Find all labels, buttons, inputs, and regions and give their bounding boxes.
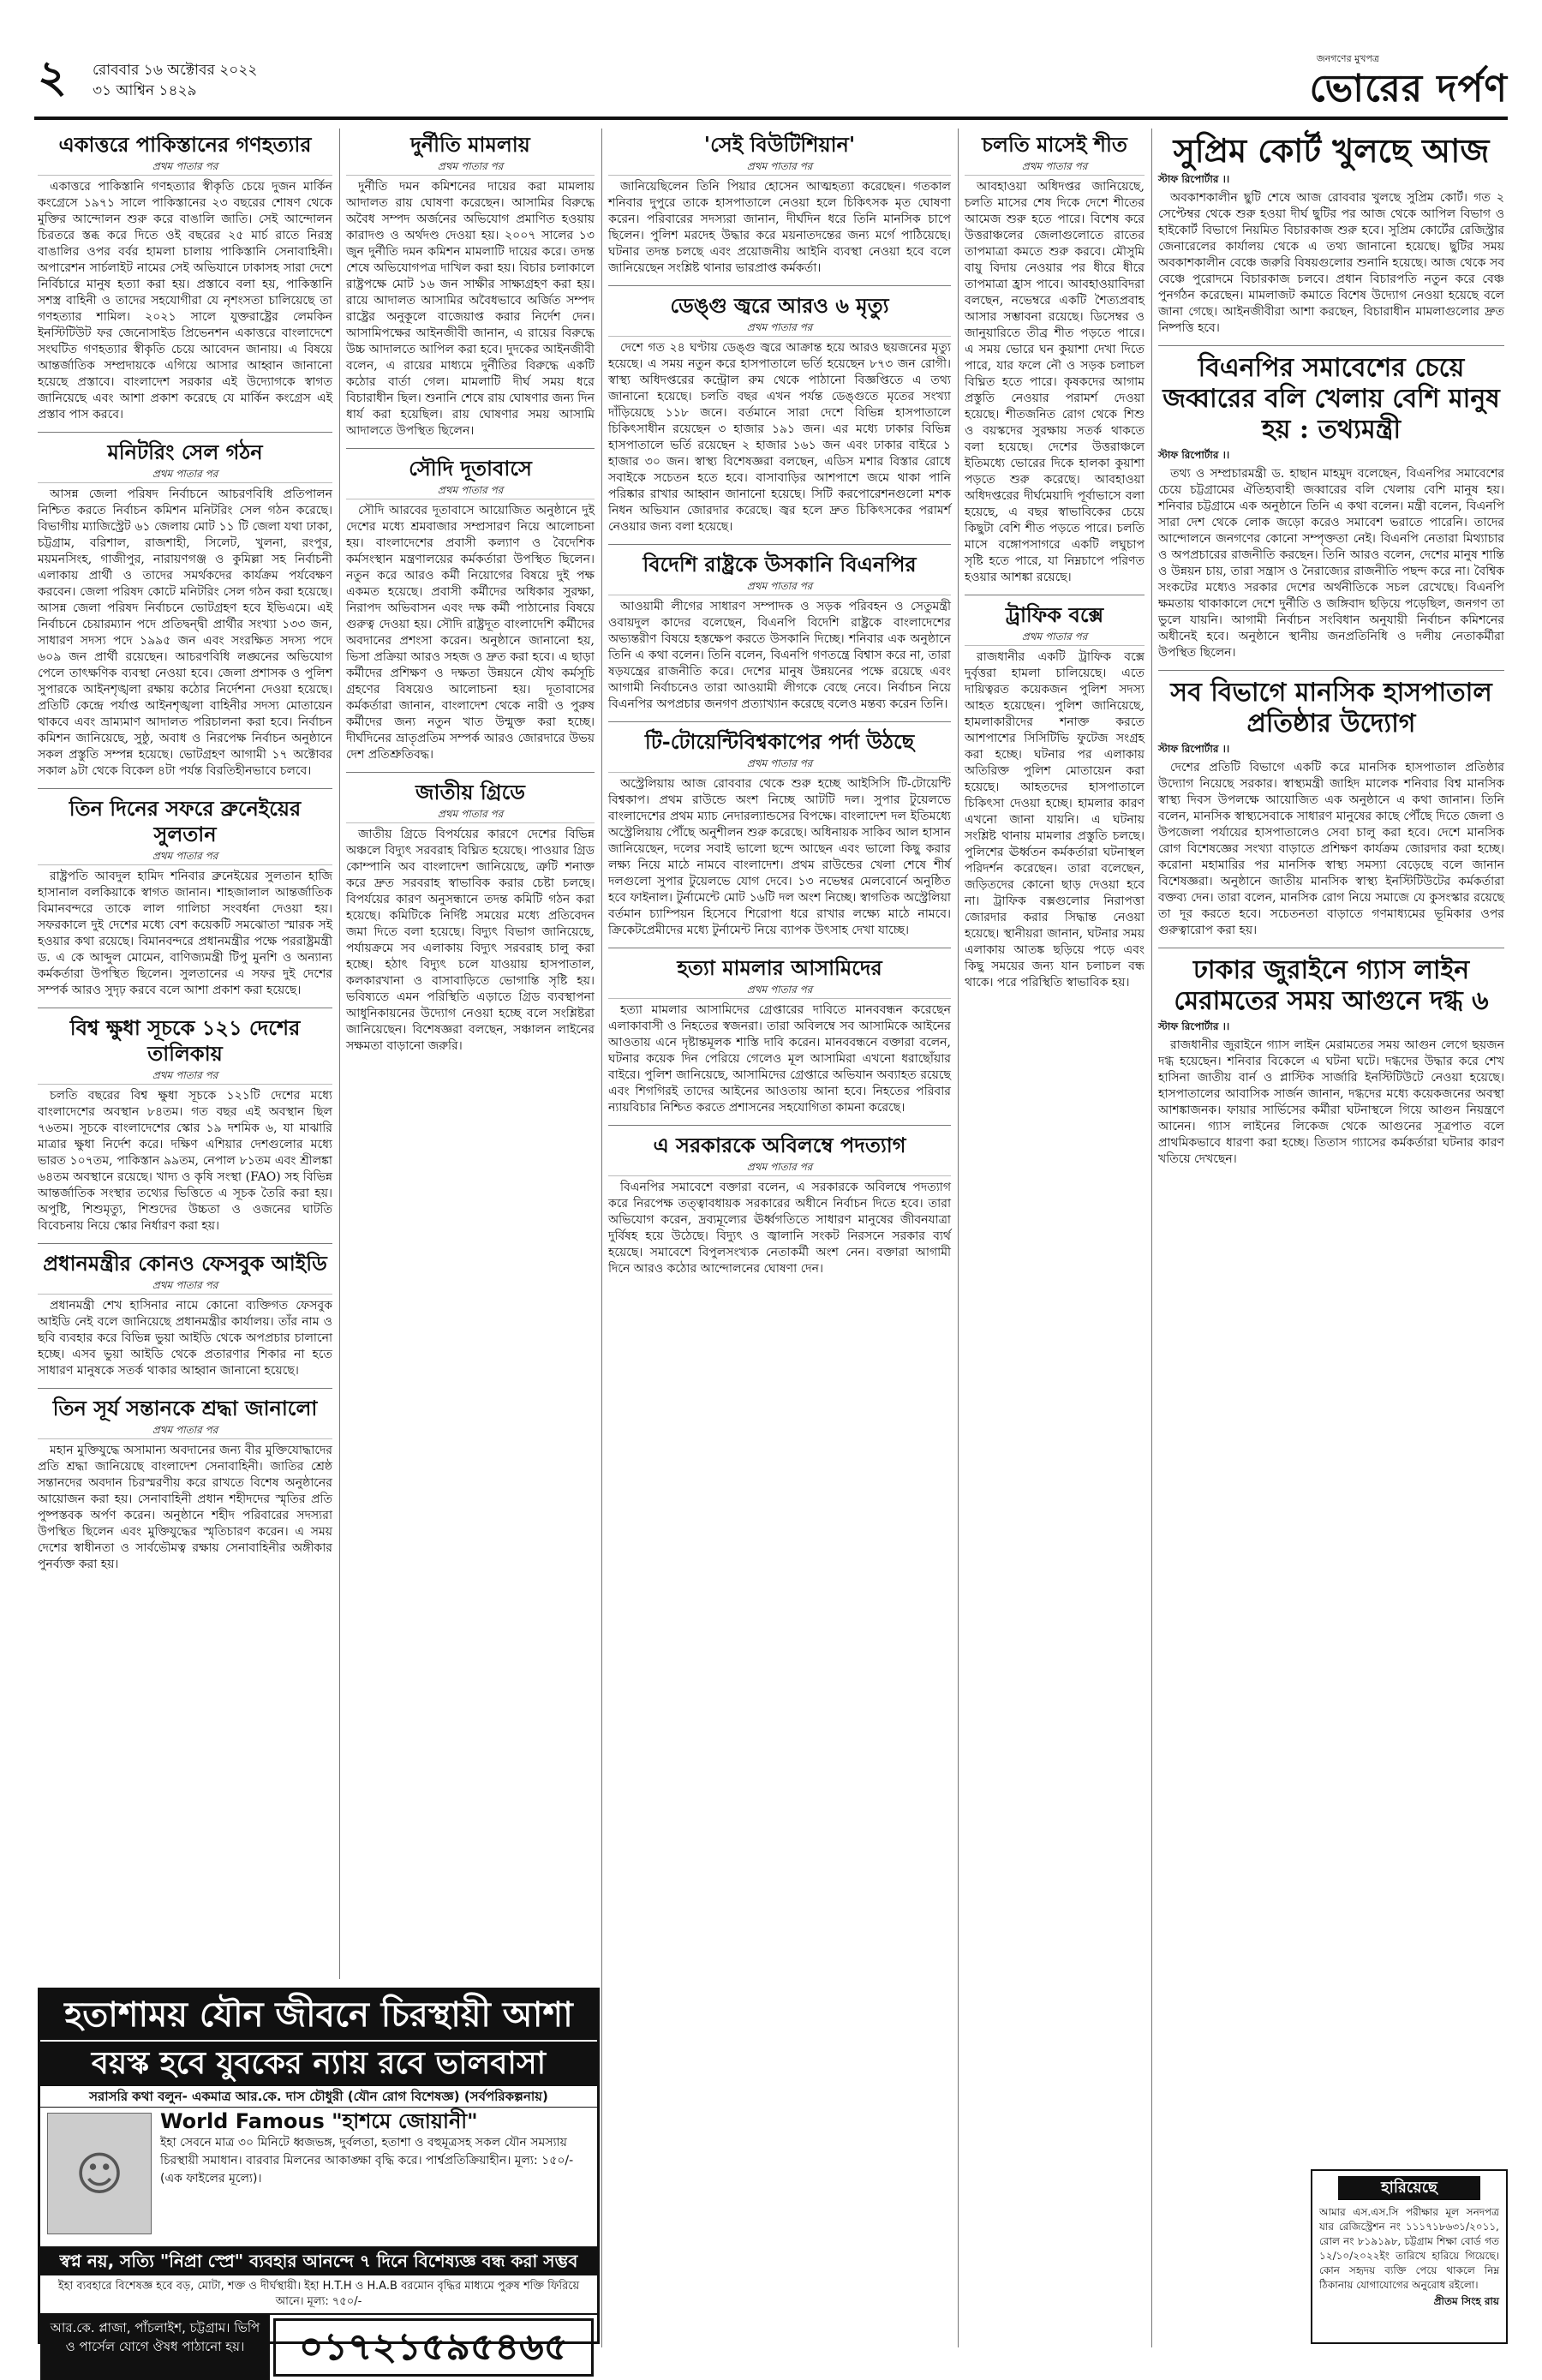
article-headline: বিএনপির সমাবেশের চেয়ে জব্বারের বলি খেলায় বেশি মানুষ হয় : তথ্যমন্ত্রী [1162,353,1500,445]
article [608,293,951,535]
article-continuation-label: প্রথম পাতার পর [346,807,595,823]
article-continuation-label: প্রথম পাতার পর [608,983,951,999]
article [608,1133,951,1277]
article-separator [346,448,595,449]
ad-headline-2: বয়স্ক হবে যুবকের ন্যায় রবে ভালবাসা [40,2040,597,2086]
date-gregorian: রোববার ১৬ অক্টোবর ২০২২ [93,62,258,79]
page-number: ২ [38,51,67,103]
article-continuation-label: প্রথম পাতার পর [608,579,951,595]
article-body: দেশের প্রতিটি বিভাগে একটি করে মানসিক হাসপাতাল প্রতিষ্ঠার উদ্যোগ নিয়েছে সরকার। স্বাস্থ্যমন্ত্রী জাহিদ মালেক শনিবার বিশ্ব মানসিক স্বাস্থ্য দিবস উপলক্ষে আয়োজিত এক অনুষ্ঠানে এ কথা জানান। তিনি বলেন, মানসিক স্বাস্থ্যসেবাকে সাধারণ মানুষের কাছে পৌঁছে দিতে জেলা ও উপজেলা পর্যায়ের হাসপাতালেও সেবা চালু করা হবে। দেশে মানসিক রোগ বিশেষজ্ঞের সংখ্যা বাড়াতে প্রশিক্ষণ কার্যক্রম জোরদার করা হচ্ছে। করোনা মহামারির পর মানসিক স্বাস্থ্য সমস্যা বেড়েছে বলে জানান বিশেষজ্ঞরা। অনুষ্ঠানে জাতীয় মানসিক স্বাস্থ্য ইনস্টিটিউটের কর্মকর্তারা বক্তব্য দেন। তারা বলেন, মানসিক রোগ নিয়ে সমাজে যে কুসংস্কার রয়েছে তা দূর করতে হবে। সচেতনতা বাড়াতে গণমাধ্যমের ভূমিকার ওপর গুরুত্বারোপ করা হয়। [1158,761,1504,937]
article-body: রাজধানীর একটি ট্রাফিক বক্সে দুর্বৃত্তরা হামলা চালিয়েছে। এতে দায়িত্বরত কয়েকজন পুলিশ সদস্য আহত হয়েছেন। পুলিশ জানিয়েছে, হামলাকারীদের শনাক্ত করতে আশপাশের সিসিটিভি ফুটেজ সংগ্রহ করা হচ্ছে। ঘটনার পর এলাকায় অতিরিক্ত পুলিশ মোতায়েন করা হয়েছে। আহতদের হাসপাতালে চিকিৎসা দেওয়া হচ্ছে। হামলার কারণ এখনো জানা যায়নি। এ ঘটনায় সংশ্লিষ্ট থানায় মামলার প্রস্তুতি চলছে। পুলিশের ঊর্ধ্বতন কর্মকর্তারা ঘটনাস্থল পরিদর্শন করেছেন। তারা বলেছেন, জড়িতদের কোনো ছাড় দেওয়া হবে না। ট্রাফিক বক্সগুলোর নিরাপত্তা জোরদার করার সিদ্ধান্ত নেওয়া হয়েছে। স্থানীয়রা জানান, ঘটনার সময় এলাকায় আতঙ্ক ছড়িয়ে পড়ে এবং কিছু সময়ের জন্য যান চলাচল বন্ধ থাকে। পরে পরিস্থিতি স্বাভাবিক হয়। [965,650,1145,990]
article-byline: স্টাফ রিপোর্টার ।। [1158,743,1230,755]
article-headline: জাতীয় গ্রিডে [415,780,525,804]
article-headline: ট্রাফিক বক্সে [1005,602,1104,627]
article-body: সৌদি আরবের দূতাবাসে আয়োজিত অনুষ্ঠানে দুই দেশের মধ্যে শ্রমবাজার সম্প্রসারণ নিয়ে আলোচনা হয়। বাংলাদেশের প্রবাসী কল্যাণ ও বৈদেশিক কর্মসংস্থান মন্ত্রণালয়ের কর্মকর্তারা উপস্থিত ছিলেন। নতুন করে আরও কর্মী নিয়োগের বিষয়ে দুই পক্ষ একমত হয়েছে। প্রবাসী কর্মীদের অধিকার সুরক্ষা, নিরাপদ অভিবাসন এবং দক্ষ কর্মী পাঠানোর বিষয়ে গুরুত্ব দেওয়া হয়। সৌদি রাষ্ট্রদূত বাংলাদেশি কর্মীদের অবদানের প্রশংসা করেন। অনুষ্ঠানে জানানো হয়, ভিসা প্রক্রিয়া আরও সহজ ও দ্রুত করা হবে। এ ছাড়া কর্মীদের প্রশিক্ষণ ও দক্ষতা উন্নয়নে যৌথ কর্মসূচি গ্রহণের বিষয়েও আলোচনা হয়। দূতাবাসের কর্মকর্তারা জানান, বাংলাদেশ থেকে নারী ও পুরুষ কর্মীদের জন্য নতুন খাত উন্মুক্ত করা হচ্ছে। দীর্ঘদিনের ভ্রাতৃপ্রতিম সম্পর্ক আরও জোরদারে উভয় দেশ প্রতিশ্রুতিবদ্ধ। [346,504,595,762]
article-separator [608,544,951,545]
article-continuation-label: প্রথম পাতার পর [608,756,951,773]
article-separator [608,1125,951,1126]
article [38,1396,332,1573]
article-body: আওয়ামী লীগের সাধারণ সম্পাদক ও সড়ক পরিবহন ও সেতুমন্ত্রী ওবায়দুল কাদের বলেছেন, বিএনপি বিদেশি রাষ্ট্রকে বাংলাদেশের অভ্যন্তরীণ বিষয়ে হস্তক্ষেপ করতে উসকানি দিচ্ছে। শনিবার এক অনুষ্ঠানে তিনি এ কথা বলেন। তিনি বলেন, বিএনপি গণতন্ত্রে বিশ্বাস করে না, তারা ষড়যন্ত্রের রাজনীতি করে। দেশের মানুষ উন্নয়নের পক্ষে রয়েছে এবং আগামী নির্বাচনেও তারা আওয়ামী লীগকে বেছে নেবে। নির্বাচন নিয়ে বিএনপির অপপ্রচার জনগণ প্রত্যাখ্যান করেছে বলেও মন্তব্য করেন তিনি। [608,600,951,711]
article-continuation-label: প্রথম পাতার পর [965,630,1145,646]
article-body: অবকাশকালীন ছুটি শেষে আজ রোববার খুলছে সুপ্রিম কোর্ট। গত ২ সেপ্টেম্বর থেকে শুরু হওয়া দীর্ঘ ছুটির পর আজ থেকে আপিল বিভাগ ও হাইকোর্ট বিভাগে নিয়মিত বিচারকাজ শুরু হবে। সুপ্রিম কোর্টের রেজিস্ট্রার জেনারেলের কার্যালয় থেকে এ তথ্য জানানো হয়েছে। ছুটির সময় অবকাশকালীন বেঞ্চে জরুরি বিষয়গুলোর শুনানি হয়েছে। আজ থেকে সব বেঞ্চে পুরোদমে বিচারকাজ চলবে। প্রধান বিচারপতি নতুন করে বেঞ্চ পুনর্গঠন করেছেন। মামলাজট কমাতে বিশেষ উদ্যোগ নেওয়া হয়েছে বলে জানা গেছে। আইনজীবীরা আশা করছেন, বিচারাধীন মামলাগুলোর দ্রুত নিষ্পত্তি হবে। [1158,191,1504,335]
article-body: রাষ্ট্রপতি আবদুল হামিদ শনিবার ব্রুনেইয়ের সুলতান হাজি হাসানাল বলকিয়াকে স্বাগত জানান। শাহজালাল আন্তর্জাতিক বিমানবন্দরে তাকে লাল গালিচা সংবর্ধনা দেওয়া হয়। সফরকালে দুই দেশের মধ্যে বেশ কয়েকটি সমঝোতা স্মারক সই হওয়ার কথা রয়েছে। বিমানবন্দরে প্রধানমন্ত্রীর পক্ষে পররাষ্ট্রমন্ত্রী ড. এ কে আব্দুল মোমেন, বাণিজ্যমন্ত্রী টিপু মুনশি ও অন্যান্য কর্মকর্তারা উপস্থিত ছিলেন। সুলতানের এ সফর দুই দেশের সম্পর্ক আরও সুদৃঢ় করবে বলে আশা প্রকাশ করা হয়েছে। [38,870,332,997]
article-body: হত্যা মামলার আসামিদের গ্রেপ্তারের দাবিতে মানববন্ধন করেছেন এলাকাবাসী ও নিহতের স্বজনরা। তারা অবিলম্বে সব আসামিকে আইনের আওতায় এনে দৃষ্টান্তমূলক শাস্তি দাবি করেন। মানববন্ধনে বক্তারা বলেন, ঘটনার কয়েক দিন পেরিয়ে গেলেও মূল আসামিরা এখনো ধরাছোঁয়ার বাইরে। পুলিশ জানিয়েছে, আসামিদের গ্রেপ্তারে অভিযান অব্যাহত রয়েছে এবং শিগগিরই তাদের আইনের আওতায় আনা হবে। নিহতের পরিবার ন্যায়বিচার নিশ্চিত করতে প্রশাসনের সহযোগিতা কামনা করেছে। [608,1003,951,1115]
article [608,955,951,1116]
article-separator [1158,345,1504,346]
article-body: দেশে গত ২৪ ঘণ্টায় ডেঙ্গু জ্বরে আক্রান্ত হয়ে আরও ছয়জনের মৃত্যু হয়েছে। এ সময় নতুন করে হাসপাতালে ভর্তি হয়েছেন ৮৭৩ জন রোগী। স্বাস্থ্য অধিদপ্তরের কন্ট্রোল রুম থেকে পাঠানো বিজ্ঞপ্তিতে এ তথ্য জানানো হয়েছে। চলতি বছর এখন পর্যন্ত ডেঙ্গুতে মৃতের সংখ্যা দাঁড়িয়েছে ১১৮ জনে। বর্তমানে সারা দেশে বিভিন্ন হাসপাতালে চিকিৎসাধীন রয়েছেন ৩ হাজার ১৯১ জন। এর মধ্যে ঢাকার বিভিন্ন হাসপাতালে ভর্তি রয়েছেন ২ হাজার ১৬১ জন এবং ঢাকার বাইরে ১ হাজার ৩০ জন। স্বাস্থ্য বিশেষজ্ঞরা বলছেন, এডিস মশার বিস্তার রোধে সবাইকে সচেতন হতে হবে। বাসাবাড়ির আশপাশে জমে থাকা পানি পরিষ্কার রাখার আহ্বান জানানো হয়েছে। সিটি করপোরেশনগুলো মশক নিধন অভিযান জোরদার করেছে। জ্বর হলে দ্রুত চিকিৎসকের পরামর্শ নেওয়ার জন্য বলা হয়েছে। [608,341,951,534]
column-divider [958,129,959,2347]
ad-subheading: সরাসরি কথা বলুন- একমাত্র আর.কে. দাস চৌধুরী (যৌন রোগ বিশেষজ্ঞ) (সর্বপরিকল্পনায়) [40,2086,597,2108]
article-body: দুর্নীতি দমন কমিশনের দায়ের করা মামলায় আদালত রায় ঘোষণা করেছেন। আসামির বিরুদ্ধে অবৈধ সম্পদ অর্জনের অভিযোগ প্রমাণিত হওয়ায় কারাদণ্ড ও অর্থদণ্ড দেওয়া হয়। ২০০৭ সালের ১৩ জুন দুর্নীতি দমন কমিশন মামলাটি দায়ের করে। তদন্ত শেষে অভিযোগপত্র দাখিল করা হয়। বিচার চলাকালে রাষ্ট্রপক্ষে মোট ১৬ জন সাক্ষীর সাক্ষ্যগ্রহণ করা হয়। রায়ে আদালত আসামির অবৈধভাবে অর্জিত সম্পদ রাষ্ট্রের অনুকূলে বাজেয়াপ্ত করার নির্দেশ দেন। আসামিপক্ষের আইনজীবী জানান, এ রায়ের বিরুদ্ধে উচ্চ আদালতে আপিল করা হবে। দুদকের আইনজীবী বলেন, এ রায়ের মাধ্যমে দুর্নীতির বিরুদ্ধে একটি কঠোর বার্তা গেল। মামলাটি দীর্ঘ সময় ধরে বিচারাধীন ছিল। শুনানি শেষে রায় ঘোষণার জন্য দিন ধার্য করা হয়েছিল। রায় ঘোষণার সময় আসামি আদালতে উপস্থিত ছিলেন। [346,180,595,438]
article-body: বিএনপির সমাবেশে বক্তারা বলেন, এ সরকারকে অবিলম্বে পদত্যাগ করে নিরপেক্ষ তত্ত্বাবধায়ক সরকারের অধীনে নির্বাচন দিতে হবে। তারা অভিযোগ করেন, দ্রব্যমূল্যের ঊর্ধ্বগতিতে সাধারণ মানুষের জীবনযাত্রা দুর্বিষহ হয়ে উঠেছে। বিদ্যুৎ ও জ্বালানি সংকট নিরসনে সরকার ব্যর্থ হয়েছে। সমাবেশে বিপুলসংখ্যক নেতাকর্মী অংশ নেন। বক্তারা আগামী দিনে আরও কঠোর আন্দোলনের ঘোষণা দেন। [608,1181,951,1276]
masthead-logo [1268,51,1508,111]
ad-strip: স্বপ্ন নয়, সত্যি "নিপ্রা স্প্রে" ব্যবহার আনন্দে ৭ দিনে বিশেষ্যজ্ঞ বন্ধ করা সম্ভব [40,2246,597,2275]
column-divider [339,129,340,1979]
article-continuation-label: প্রথম পাতার পর [38,1068,332,1085]
doctor-photo-icon: ☺ [47,2113,152,2234]
article-body: জানিয়েছিলেন তিনি পিয়ার হোসেন আত্মহত্যা করেছেন। গতকাল শনিবার দুপুরে তাকে হাসপাতালে নেওয়া হলে চিকিৎসক মৃত ঘোষণা করেন। পরিবারের সদস্যরা জানান, দীর্ঘদিন ধরে তিনি মানসিক চাপে ছিলেন। পুলিশ মরদেহ উদ্ধার করে ময়নাতদন্তের জন্য মর্গে পাঠিয়েছে। ঘটনার তদন্ত চলছে এবং প্রয়োজনীয় আইনি ব্যবস্থা নেওয়া হবে বলে জানিয়েছেন সংশ্লিষ্ট থানার ভারপ্রাপ্ত কর্মকর্তা। [608,180,951,275]
article-body: আসন্ন জেলা পরিষদ নির্বাচনে আচরণবিধি প্রতিপালন নিশ্চিত করতে নির্বাচন কমিশন মনিটরিং সেল গঠন করেছে। বিভাগীয় ম্যাজিস্ট্রেট ৬১ জেলায় মোট ১১ টি জেলা যথা ঢাকা, চট্টগ্রাম, বরিশাল, রাজশাহী, সিলেট, খুলনা, রংপুর, ময়মনসিংহ, গাজীপুর, নারায়ণগঞ্জ ও কুমিল্লা সহ নির্বাচনী এলাকায় প্রার্থী ও তাদের সমর্থকদের কার্যক্রম পর্যবেক্ষণ করবেন। জেলা পরিষদ কোটে মনিটরিং সেল গঠন করা হয়েছে। আসন্ন জেলা পরিষদ নির্বাচনে ভোটগ্রহণ হবে ইভিএমে। এই নির্বাচনে চেয়ারম্যান পদে প্রতিদ্বন্দ্বী প্রার্থীর সংখ্যা ১৩৩ জন, সাধারণ সদস্য পদে ১৯৯৫ জন এবং সংরক্ষিত সদস্য পদে ৬০৯ জন প্রার্থী রয়েছেন। আচরণবিধি লঙ্ঘনের অভিযোগ পেলে তাৎক্ষণিক ব্যবস্থা নেওয়া হবে। জেলা প্রশাসক ও পুলিশ সুপারকে আইনশৃঙ্খলা রক্ষায় কঠোর নির্দেশনা দেওয়া হয়েছে। প্রতিটি কেন্দ্রে পর্যাপ্ত আইনশৃঙ্খলা বাহিনীর সদস্য মোতায়েন থাকবে এবং ভ্রাম্যমাণ আদালত পরিচালনা করা হবে। নির্বাচন কমিশন জানিয়েছে, সুষ্ঠু, অবাধ ও নিরপেক্ষ নির্বাচন অনুষ্ঠানে সকল প্রস্তুতি সম্পন্ন হয়েছে। ভোটগ্রহণ আগামী ১৭ অক্টোবর সকাল ৯টা থেকে বিকেল ৪টা পর্যন্ত বিরতিহীনভাবে চলবে। [38,487,332,778]
column-4 [965,129,1145,2347]
date-line [93,60,257,101]
header-rule [34,117,1508,120]
lost-notice-name: প্রীতম সিংহ রায় [1433,2295,1499,2307]
article-headline: বিশ্ব ক্ষুধা সূচকে ১২১ দেশের তালিকায় [69,1015,301,1066]
advertisement [38,1988,600,2369]
article-headline: প্রধানমন্ত্রীর কোনও ফেসবুক আইডি [43,1251,327,1276]
date-bengali: ৩১ আশ্বিন ১৪২৯ [93,82,197,99]
article-body: অস্ট্রেলিয়ায় আজ রোববার থেকে শুরু হচ্ছে আইসিসি টি-টোয়েন্টি বিশ্বকাপ। প্রথম রাউন্ডে অংশ নিচ্ছে আটটি দল। সুপার টুয়েলভে বাংলাদেশের প্রথম ম্যাচ নেদারল্যান্ডসের বিপক্ষে। বাংলাদেশ দল ইতিমধ্যে অস্ট্রেলিয়ায় পৌঁছে অনুশীলন শুরু করেছে। অধিনায়ক সাকিব আল হাসান জানিয়েছেন, দলের সবাই ভালো ছন্দে আছেন এবং ভালো কিছু করার লক্ষ্য নিয়ে মাঠে নামবে বাংলাদেশ। প্রথম রাউন্ডের খেলা শেষে শীর্ষ দলগুলো সুপার টুয়েলভে যোগ দেবে। ১৩ নভেম্বর মেলবোর্নে অনুষ্ঠিত হবে ফাইনাল। টুর্নামেন্টে মোট ১৬টি দল অংশ নিচ্ছে। স্বাগতিক অস্ট্রেলিয়া বর্তমান চ্যাম্পিয়ন হিসেবে শিরোপা ধরে রাখার লক্ষ্যে মাঠে নামবে। ক্রিকেটপ্রেমীদের মধ্যে টুর্নামেন্ট নিয়ে ব্যাপক উৎসাহ দেখা যাচ্ছে। [608,777,951,937]
article-body: রাজধানীর জুরাইনে গ্যাস লাইন মেরামতের সময় আগুন লেগে ছয়জন দগ্ধ হয়েছেন। শনিবার বিকেলে এ ঘটনা ঘটে। দগ্ধদের উদ্ধার করে শেখ হাসিনা জাতীয় বার্ন ও প্লাস্টিক সার্জারি ইনস্টিটিউটে নেওয়া হয়েছে। হাসপাতালের আবাসিক সার্জন জানান, দগ্ধদের মধ্যে কয়েকজনের অবস্থা আশঙ্কাজনক। ফায়ার সার্ভিসের কর্মীরা ঘটনাস্থলে গিয়ে আগুন নিয়ন্ত্রণে আনেন। গ্যাস লাইনের লিকেজ থেকে আগুনের সূত্রপাত বলে প্রাথমিকভাবে ধারণা করা হচ্ছে। তিতাস গ্যাসের কর্মকর্তারা ঘটনার কারণ খতিয়ে দেখছেন। [1158,1038,1504,1166]
column-1 [38,129,332,1979]
lost-notice-title: হারিয়েছে [1338,2176,1480,2200]
article-headline: দুর্নীতি মামলায় [410,132,530,157]
article-byline: স্টাফ রিপোর্টার ।। [1158,449,1230,461]
article-headline: মনিটরিং সেল গঠন [107,440,263,464]
article-continuation-label: প্রথম পাতার পর [38,159,332,176]
article-continuation-label: প্রথম পাতার পর [608,1160,951,1176]
article-byline: স্টাফ রিপোর্টার ।। [1158,1020,1230,1032]
article-continuation-label: প্রথম পাতার পর [608,159,951,176]
article [608,729,951,939]
article-body: একাত্তরে পাকিস্তানি গণহত্যার স্বীকৃতি চেয়ে দুজন মার্কিন কংগ্রেসে ১৯৭১ সালে পাকিস্তানের ২৩ বছরের শোষণ থেকে মুক্তির আন্দোলন শুরু করে বাঙালি জাতি। সেই আন্দোলন চিরতরে স্তব্ধ করে দিতে ওই বছরের ২৫ মার্চ রাতে নিরস্ত্র বাঙালির ওপর বর্বর হামলা চালায় পাকিস্তানি সেনাবাহিনী। অপারেশন সার্চলাইট নামের সেই অভিযানে ঢাকাসহ সারা দেশে নির্বিচারে মানুষ হত্যা করা হয়। প্রস্তাবে বলা হয়, পাকিস্তানি সশস্ত্র বাহিনী ও তাদের সহযোগীরা যে নৃশংসতা চালিয়েছে তা গণহত্যার শামিল। ২০২১ সালে যুক্তরাষ্ট্রের লেমকিন ইনস্টিটিউট ফর জেনোসাইড প্রিভেনশন একাত্তরে বাংলাদেশে সংঘটিত গণহত্যার স্বীকৃতি চেয়ে আবেদন জানায়। এ বিষয়ে আন্তর্জাতিক সম্প্রদায়কে এগিয়ে আসার আহ্বান জানানো হয়েছে প্রস্তাবে। বাংলাদেশ সরকার এই উদ্যোগকে স্বাগত জানিয়েছে এবং আশা প্রকাশ করেছে যে মার্কিন কংগ্রেস এই প্রস্তাব পাস করবে। [38,180,332,422]
article-continuation-label: প্রথম পাতার পর [965,159,1145,176]
article-headline: সুপ্রিম কোর্ট খুলছে আজ [1173,131,1490,170]
ad-description: ইহা সেবনে মাত্র ৩০ মিনিটে ধ্বজভঙ্গ, দুর্বলতা, হতাশা ও বহুমূত্রসহ সকল যৌন সমস্যায় চিরস্থায়ী সমাধান। বারবার মিলনের আকাঙ্ক্ষা বৃদ্ধি করে। পার্শ্বপ্রতিক্রিয়াহীন। মূল্য: ১৫০/- (এক ফাইলের মূল্যে)। [160,2136,574,2186]
ad-phone: ০১৭২১৫৯৫৪৬৫ [273,2318,594,2377]
article [38,440,332,780]
article [1158,955,1504,1168]
ad-body [40,2108,597,2246]
logo-name: ভোরের দর্পণ [1309,67,1508,111]
column-divider [601,129,602,2347]
ad-footnote: ইহা ব্যবহারে বিশেষজ্ঞ হবে বড়, মোটা, শক্ত ও দীর্ঘস্থায়ী। ইহা H.T.H ও H.A.B বরমোন বৃদ্ধির মাধ্যমে পুরুষ শক্তি ফিরিয়ে আনে। মূল্য: ৭৫০/- [57,2280,580,2308]
article-headline: ডেঙ্গু জ্বরে আরও ৬ মৃত্যু [670,293,889,318]
ad-text [152,2109,590,2241]
article [38,132,332,423]
article-headline: টি-টোয়েন্টিবিশ্বকাপের পর্দা উঠছে [644,729,915,754]
article-body: তথ্য ও সম্প্রচারমন্ত্রী ড. হাছান মাহমুদ বলেছেন, বিএনপির সমাবেশের চেয়ে চট্টগ্রামের ঐতিহ্যবাহী জব্বারের বলি খেলায় বেশি মানুষ হয়। শনিবার চট্টগ্রামে এক অনুষ্ঠানে তিনি এ কথা বলেন। মন্ত্রী বলেন, বিএনপি সারা দেশ থেকে লোক জড়ো করেও সমাবেশ ভরাতে পারেনি। তাদের আন্দোলনে জনগণের কোনো সম্পৃক্ততা নেই। বিএনপি নেতারা মিথ্যাচার ও অপপ্রচারের রাজনীতি করছেন। তিনি আরও বলেন, দেশের মানুষ শান্তি ও উন্নয়ন চায়, তারা সন্ত্রাস ও নৈরাজ্যের রাজনীতি পছন্দ করে না। বৈশ্বিক সংকটের মধ্যেও সরকার দেশের অর্থনীতিকে সচল রেখেছে। বিএনপি ক্ষমতায় থাকাকালে দেশে দুর্নীতি ও জঙ্গিবাদ ছড়িয়ে পড়েছিল, জনগণ তা ভুলে যায়নি। আগামী নির্বাচন সংবিধান অনুযায়ী নির্বাচন কমিশনের অধীনেই হবে। অনুষ্ঠানে স্থানীয় জনপ্রতিনিধি ও দলীয় নেতাকর্মীরা উপস্থিত ছিলেন। [1158,467,1504,660]
lost-notice-body: আমার এস.এস.সি পরীক্ষার মূল সনদপত্র যার রেজিস্ট্রেশন নং ১১১৭১৮৬৩১/২০১১, রোল নং ৮১৯১৯৮, চট্টগ্রাম শিক্ষা বোর্ড গত ১২/১০/২০২২ইং তারিখে হারিয়ে গিয়েছে। কোন সহৃদয় ব্যক্তি পেয়ে থাকলে নিম্ন ঠিকানায় যোগাযোগের অনুরোধ রইলো। [1319,2206,1499,2291]
article-byline: স্টাফ রিপোর্টার ।। [1158,173,1230,185]
article [1158,132,1504,337]
article-continuation-label: প্রথম পাতার পর [608,320,951,337]
article-separator [38,1243,332,1244]
article-headline: একাত্তরে পাকিস্তানের গণহত্যার [58,132,312,157]
article [346,780,595,1055]
article-headline: হত্যা মামলার আসামিদের [677,955,882,980]
article-headline: তিন দিনের সফরে ব্রুনেইয়ের সুলতান [69,796,302,846]
article-separator [1158,670,1504,671]
article-headline: সব বিভাগে মানসিক হাসপাতাল প্রতিষ্ঠার উদ্যোগ [1170,678,1492,739]
article-separator [38,432,332,433]
article-headline: বিদেশি রাষ্ট্রকে উসকানি বিএনপির [642,552,917,577]
column-2 [346,129,595,1979]
article-separator [38,788,332,789]
article-continuation-label: প্রথম পাতার পর [38,1278,332,1295]
ad-address: আর.কে. প্লাজা, পাঁচলাইশ, চট্টগ্রাম। ভিপি ও পার্সেল যোগে ঔষধ পাঠানো হয়। [40,2315,270,2380]
article-continuation-label: প্রথম পাতার পর [38,1423,332,1439]
article-headline: সৌদি দূতাবাসে [409,456,532,481]
column-5 [1158,129,1504,2159]
ad-brand: World Famous "হাশমে জোয়ানী" [160,2109,478,2133]
column-divider [1151,129,1152,2347]
article-headline: চলতি মাসেই শীত [982,132,1127,157]
logo-tagline: জনগণের মুখপত্র [1316,53,1379,64]
article [1158,678,1504,939]
article-continuation-label: প্রথম পাতার পর [346,483,595,499]
article-body: প্রধানমন্ত্রী শেখ হাসিনার নামে কোনো ব্যক্তিগত ফেসবুক আইডি নেই বলে জানিয়েছে প্রধানমন্ত্রীর কার্যালয়। তাঁর নাম ও ছবি ব্যবহার করে বিভিন্ন ভুয়া আইডি থেকে অপপ্রচার চালানো হচ্ছে। এসব ভুয়া আইডি থেকে প্রতারণার শিকার না হতে সাধারণ মানুষকে সতর্ক থাকার আহ্বান জানানো হয়েছে। [38,1299,332,1378]
lost-notice [1311,2169,1508,2344]
article-headline: 'সেই বিউটিশিয়ান' [703,132,856,157]
article-headline: ঢাকার জুরাইনে গ্যাস লাইন মেরামতের সময় আগুনে দগ্ধ ৬ [1174,955,1489,1016]
article [346,456,595,763]
article [38,796,332,999]
article-body: জাতীয় গ্রিডে বিপর্যয়ের কারণে দেশের বিভিন্ন অঞ্চলে বিদ্যুৎ সরবরাহ বিঘ্নিত হয়েছে। পাওয়ার গ্রিড কোম্পানি অব বাংলাদেশ জানিয়েছে, ত্রুটি শনাক্ত করে দ্রুত সরবরাহ স্বাভাবিক করার চেষ্টা চলছে। বিপর্যয়ের কারণ অনুসন্ধানে তদন্ত কমিটি গঠন করা হয়েছে। কমিটিকে নির্দিষ্ট সময়ের মধ্যে প্রতিবেদন জমা দিতে বলা হয়েছে। বিদ্যুৎ বিভাগ জানিয়েছে, পর্যায়ক্রমে সব এলাকায় বিদ্যুৎ সরবরাহ চালু করা হচ্ছে। হঠাৎ বিদ্যুৎ চলে যাওয়ায় হাসপাতাল, কলকারখানা ও বাসাবাড়িতে ভোগান্তি সৃষ্টি হয়। ভবিষ্যতে এমন পরিস্থিতি এড়াতে গ্রিড ব্যবস্থাপনা আধুনিকায়নের উদ্যোগ নেওয়া হচ্ছে বলে সংশ্লিষ্টরা জানিয়েছেন। বিশেষজ্ঞরা বলছেন, সঞ্চালন লাইনের সক্ষমতা বাড়ানো জরুরি। [346,828,595,1053]
article-separator [608,721,951,722]
article-continuation-label: প্রথম পাতার পর [38,849,332,865]
article-continuation-label: প্রথম পাতার পর [38,467,332,483]
article-separator [346,772,595,773]
ad-headline-1: হতাশাময় যৌন জীবনে চিরস্থায়ী আশা [40,1990,597,2040]
article [38,1251,332,1379]
article-separator [608,285,951,286]
article [965,132,1145,586]
article-headline: এ সরকারকে অবিলম্বে পদত্যাগ [653,1133,906,1157]
article [346,132,595,440]
article-separator [38,1388,332,1389]
article-body: মহান মুক্তিযুদ্ধে অসামান্য অবদানের জন্য বীর মুক্তিযোদ্ধাদের প্রতি শ্রদ্ধা জানিয়েছে বাংলাদেশ সেনাবাহিনী। জাতির শ্রেষ্ঠ সন্তানদের অবদান চিরস্মরণীয় করে রাখতে বিশেষ অনুষ্ঠানের আয়োজন করা হয়। সেনাবাহিনী প্রধান শহীদদের স্মৃতির প্রতি পুষ্পস্তবক অর্পণ করেন। অনুষ্ঠানে শহীদ পরিবারের সদস্যরা উপস্থিত ছিলেন এবং মুক্তিযুদ্ধের স্মৃতিচারণ করেন। এ সময় দেশের স্বাধীনতা ও সার্বভৌমত্ব রক্ষায় সেনাবাহিনীর অঙ্গীকার পুনর্ব্যক্ত করা হয়। [38,1444,332,1571]
article-continuation-label: প্রথম পাতার পর [346,159,595,176]
article-headline: তিন সূর্য সন্তানকে শ্রদ্ধা জানালো [52,1396,318,1420]
article-body: আবহাওয়া অধিদপ্তর জানিয়েছে, চলতি মাসের শেষ দিকে দেশে শীতের আমেজ শুরু হতে পারে। বিশেষ করে উত্তরাঞ্চলের জেলাগুলোতে রাতের তাপমাত্রা কমতে শুরু করবে। মৌসুমি বায়ু বিদায় নেওয়ার পর ধীরে ধীরে তাপমাত্রা হ্রাস পাবে। আবহাওয়াবিদরা বলছেন, নভেম্বরে একটি শৈত্যপ্রবাহ আসার সম্ভাবনা রয়েছে। ডিসেম্বর ও জানুয়ারিতে তীব্র শীত পড়তে পারে। এ সময় ভোরে ঘন কুয়াশা দেখা দিতে পারে, যার ফলে নৌ ও সড়ক চলাচল বিঘ্নিত হতে পারে। কৃষকদের আগাম প্রস্তুতি নেওয়ার পরামর্শ দেওয়া হয়েছে। শীতজনিত রোগ থেকে শিশু ও বয়স্কদের সুরক্ষায় সতর্ক থাকতে বলা হয়েছে। দেশের উত্তরাঞ্চলে ইতিমধ্যে ভোরের দিকে হালকা কুয়াশা পড়তে শুরু করেছে। আবহাওয়া অধিদপ্তরের দীর্ঘমেয়াদি পূর্বাভাসে বলা হয়েছে, এ বছর স্বাভাবিকের চেয়ে কিছুটা বেশি শীত পড়তে পারে। চলতি মাসে বঙ্গোপসাগরে একটি লঘুচাপ সৃষ্টি হতে পারে, যা নিম্নচাপে পরিণত হওয়ার আশঙ্কা রয়েছে। [965,180,1145,584]
article [608,132,951,277]
column-3 [608,129,951,2347]
article [38,1015,332,1235]
article [965,602,1145,991]
article [1158,353,1504,661]
article [608,552,951,713]
ad-contact [40,2313,597,2380]
article-body: চলতি বছরের বিশ্ব ক্ষুধা সূচকে ১২১টি দেশের মধ্যে বাংলাদেশের অবস্থান ৮৪তম। গত বছর এই অবস্থান ছিল ৭৬তম। সূচকে বাংলাদেশের স্কোর ১৯ দশমিক ৬, যা মাঝারি মাত্রার ক্ষুধা নির্দেশ করে। দক্ষিণ এশিয়ার দেশগুলোর মধ্যে ভারত ১০৭তম, পাকিস্তান ৯৯তম, নেপাল ৮১তম এবং শ্রীলঙ্কা ৬৪তম অবস্থানে রয়েছে। খাদ্য ও কৃষি সংস্থা (FAO) সহ বিভিন্ন আন্তর্জাতিক সংস্থার তথ্যের ভিত্তিতে এ সূচক তৈরি করা হয়। অপুষ্টি, শিশুমৃত্যু, শিশুদের উচ্চতা ও ওজনের ঘাটতি বিবেচনায় নিয়ে স্কোর নির্ধারণ করা হয়। [38,1089,332,1233]
